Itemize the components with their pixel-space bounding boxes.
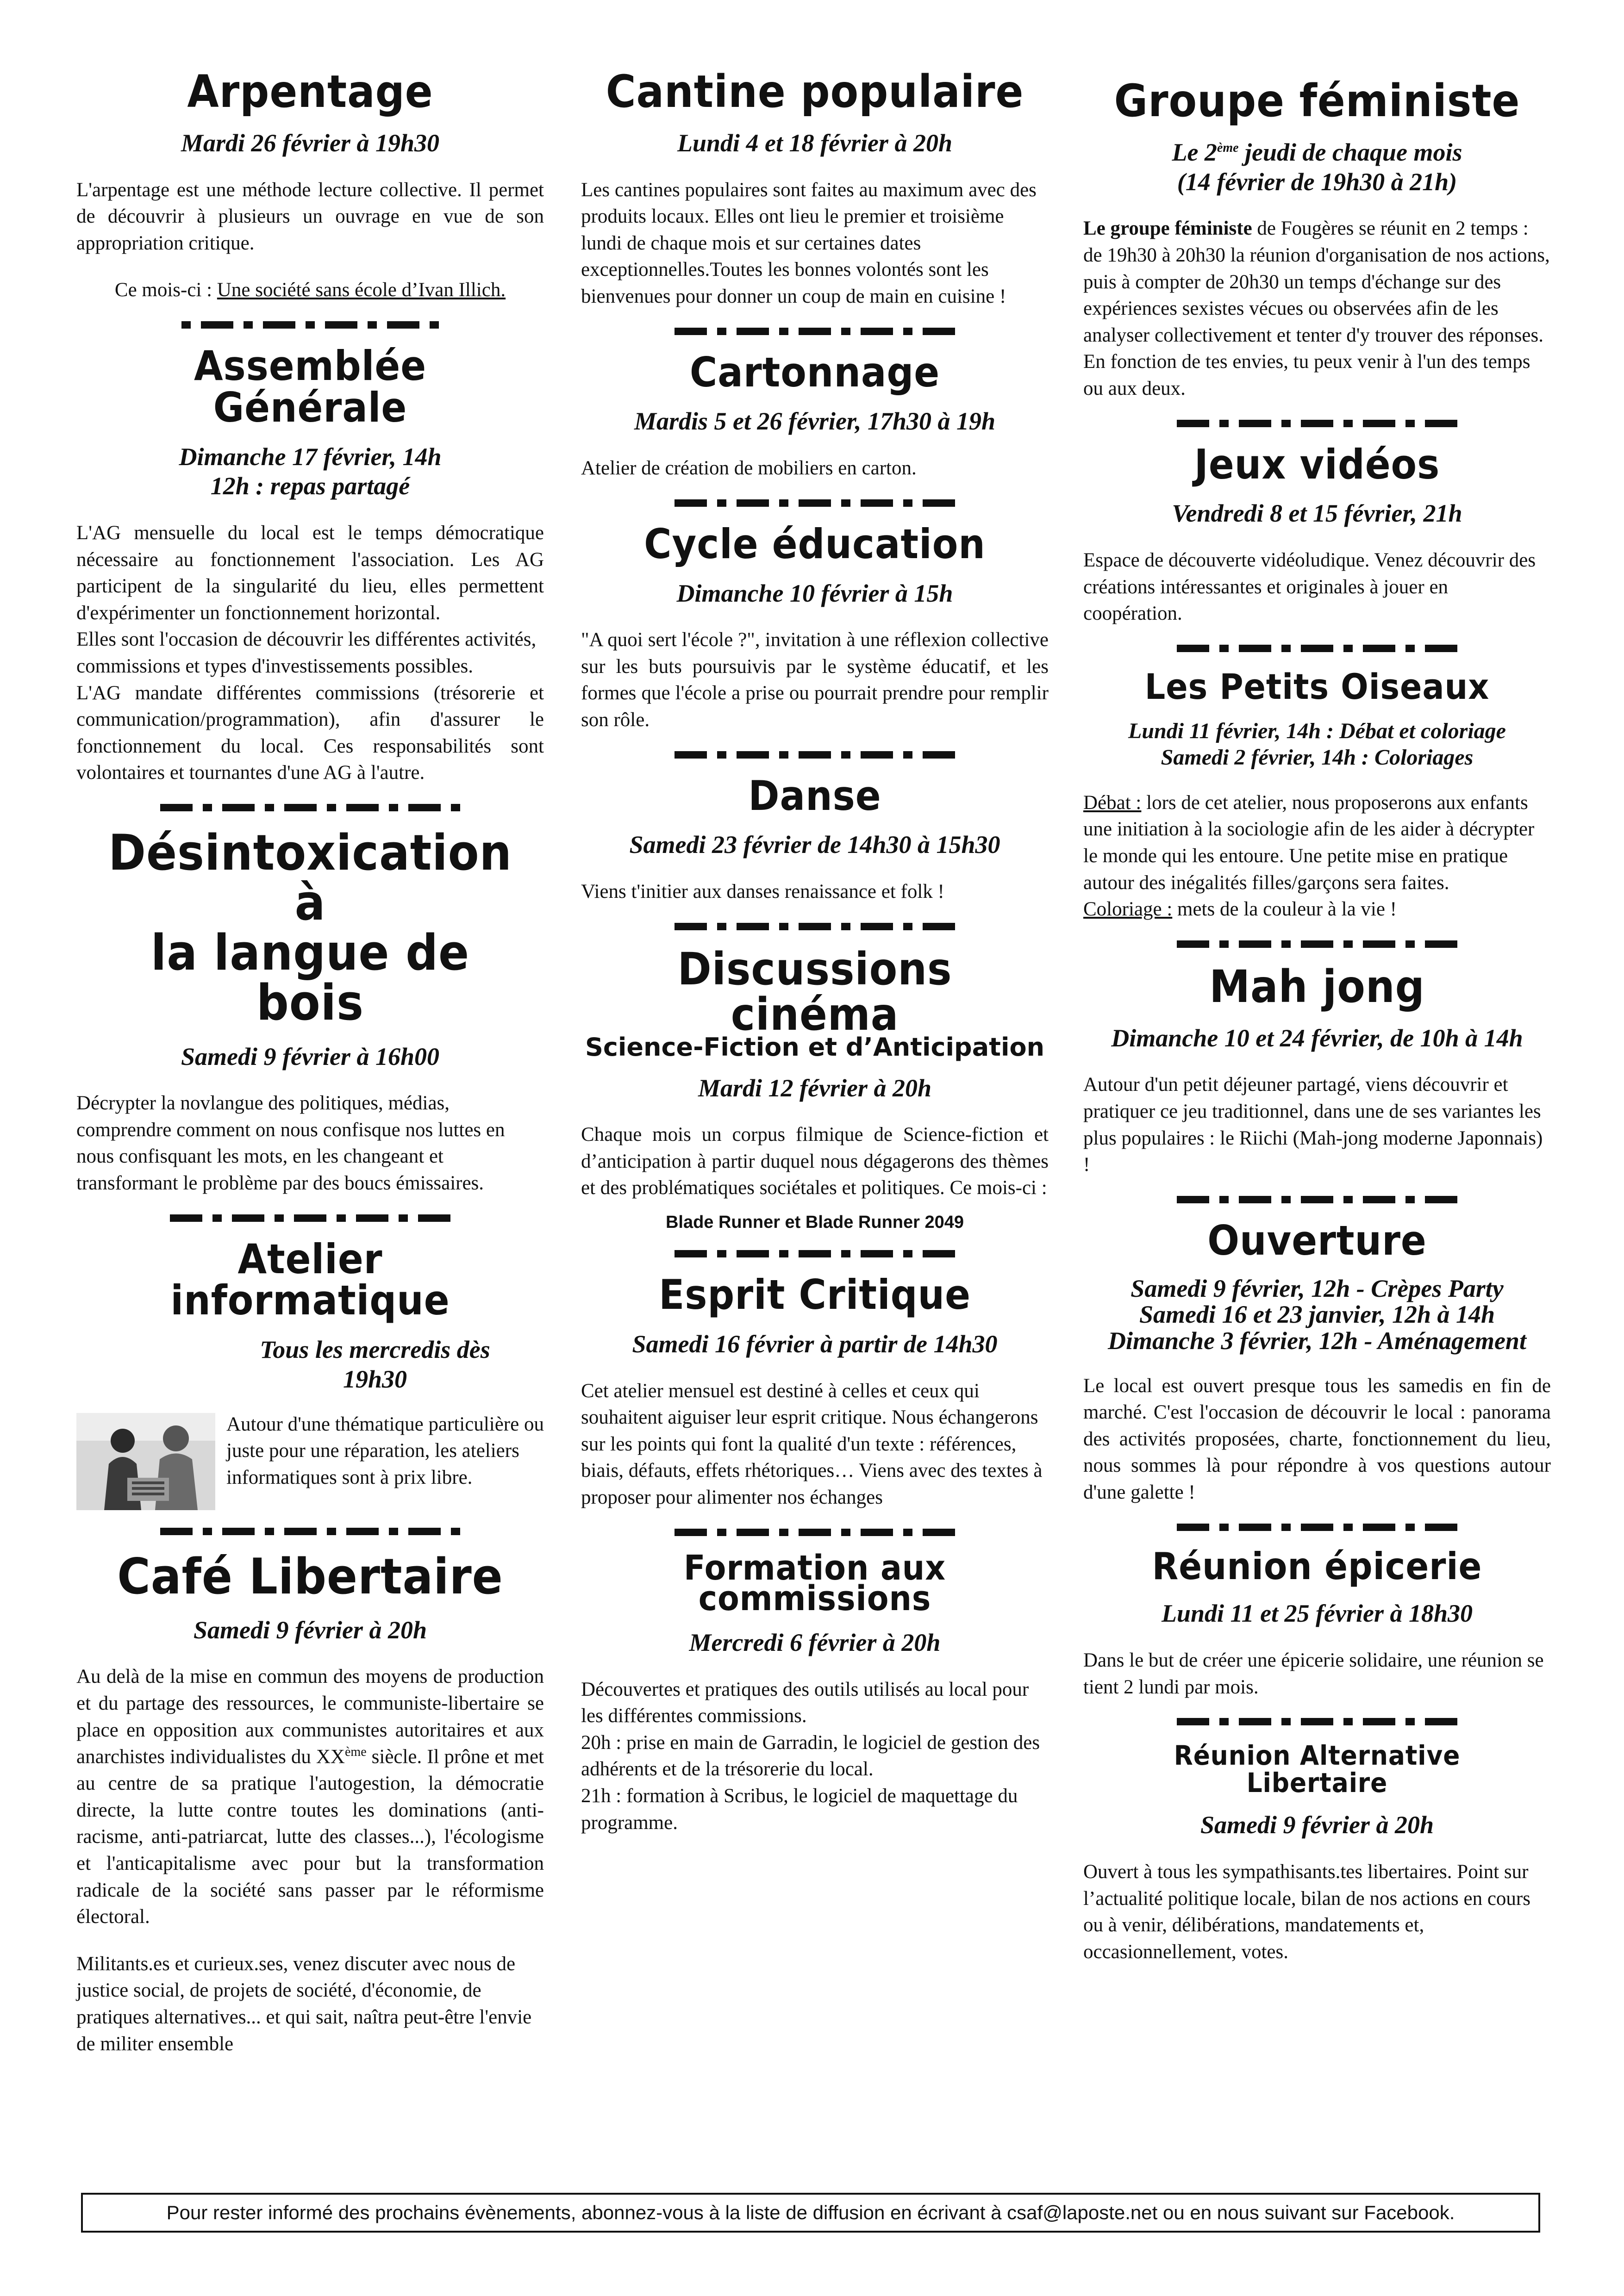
- event-desintoxication: [76, 824, 544, 1197]
- event-date: Mardi 26 février à 19h30: [181, 129, 439, 157]
- event-title: Réunion Alternative Libertaire: [1174, 1740, 1461, 1799]
- film-titles: Blade Runner et Blade Runner 2049: [665, 1213, 964, 1232]
- event-description: L'AG mensuelle du local est le temps démocratique nécessaire au fonctionnement l'association. Les AG participent de la singularité du lieu, elles permettent d'expérimenter un fonctionnement horizontal. Elles sont l'occasion de découvrir les différentes activités, commissions et types d'investissements possibles. L'AG mandate différentes commissions (trésorerie et communication/programmation), afin d'assurer le fonctionnement du local. Ces responsabilités sont volontaires et tournantes d'une AG à l'autre.: [76, 522, 544, 784]
- event-reunion-alternative-libertaire: [1083, 1742, 1551, 1965]
- event-esprit-critique: [581, 1271, 1049, 1511]
- event-cycle-education: [581, 520, 1049, 734]
- event-title: Jeux vidéos: [1194, 440, 1440, 488]
- event-date: Dimanche 10 février à 15h: [676, 579, 953, 607]
- separator: [581, 1529, 1049, 1536]
- event-description-2: Militants.es et curieux.ses, venez discuter avec nous de justice social, de projets de société, d'économie, de pratiques alternatives... et qui sait, naîtra peut-être l'envie de militer ensemble: [76, 1953, 532, 2055]
- computer-workshop-photo: [76, 1413, 215, 1510]
- event-date: Le 2ème jeudi de chaque mois (14 février de 19h30 à 21h): [1172, 138, 1462, 196]
- event-ouverture: [1083, 1216, 1551, 1506]
- event-title: Esprit Critique: [659, 1271, 971, 1319]
- event-date: Samedi 23 février de 14h30 à 15h30: [629, 831, 1000, 859]
- event-atelier-informatique: [76, 1235, 544, 1510]
- event-title: Désintoxication à la langue de bois: [108, 824, 512, 1032]
- event-title: Mah jong: [1209, 960, 1425, 1013]
- event-title: Cycle éducation: [644, 520, 986, 568]
- event-groupe-feministe: [1083, 75, 1551, 402]
- event-formation-commissions: [581, 1548, 1049, 1836]
- column-right: [1083, 69, 1551, 1966]
- separator: [1083, 645, 1551, 652]
- separator: [1083, 420, 1551, 427]
- event-title: Formation aux commissions: [683, 1548, 946, 1619]
- event-date: Vendredi 8 et 15 février, 21h: [1172, 499, 1462, 528]
- separator: [581, 499, 1049, 507]
- event-title: Discussions cinéma: [677, 943, 952, 1040]
- separator: [581, 751, 1049, 759]
- event-description: Le local est ouvert presque tous les samedis en fin de marché. C'est l'occasion de découvrir le local : panorama des activités proposées, charte, fonctionnement du lieu, nous sommes là pour répondre à vos questions autour d'une galette !: [1083, 1375, 1551, 1504]
- separator: [581, 1250, 1049, 1257]
- separator: [1083, 1524, 1551, 1531]
- event-description: Dans le but de créer une épicerie solidaire, une réunion se tient 2 lundi par mois.: [1083, 1649, 1544, 1698]
- separator: [1083, 1196, 1551, 1203]
- column-middle: [581, 66, 1049, 1836]
- footer-notice: [81, 2193, 1540, 2233]
- separator: [76, 1528, 544, 1535]
- event-description: Viens t'initier aux danses renaissance et folk !: [581, 881, 944, 903]
- footer-text: Pour rester informé des prochains évènements, abonnez-vous à la liste de diffusion en écrivant à csaf@laposte.net ou en nous suivant sur Facebook.: [166, 2202, 1455, 2223]
- event-date: Mercredi 6 février à 20h: [689, 1628, 941, 1656]
- event-arpentage: [76, 66, 544, 304]
- separator: [76, 1214, 544, 1222]
- photo-row: [76, 1413, 544, 1510]
- event-description: Au delà de la mise en commun des moyens de production et du partage des ressources, le communiste-libertaire se place en opposition aux communistes autoritaires et aux anarchistes individualistes du XXème siècle. Il prône et met au centre de sa pratique l'autogestion, la démocratie directe, la lutte contre toutes les dominations (anti-racisme, anti-patriarcat, lutte des classes...), l'écologisme et l'anticapitalisme avec pour but la transformation radicale de la société sans passer par le réformisme électoral.: [76, 1666, 544, 1928]
- book-title-link[interactable]: Une société sans école d’Ivan Illich.: [217, 279, 506, 301]
- separator: [76, 321, 544, 329]
- event-title: Ouverture: [1207, 1216, 1427, 1264]
- event-title: Cartonnage: [689, 348, 940, 396]
- event-title: Réunion épicerie: [1152, 1544, 1482, 1588]
- event-title: Arpentage: [187, 66, 433, 118]
- separator: [1083, 1718, 1551, 1725]
- event-date: Lundi 11 février, 14h : Débat et coloriage Samedi 2 février, 14h : Coloriages: [1128, 719, 1506, 770]
- event-description: Le groupe féministe de Fougères se réunit en 2 temps : de 19h30 à 20h30 la réunion d'organisation de nos actions, puis à compter de 20h30 un temps d'échange sur des expériences sexistes vécues ou observées afin de les analyser collectivement et tenter d'y trouver des réponses. En fonction de tes envies, tu peux venir à l'un des temps ou aux deux.: [1083, 218, 1550, 399]
- event-petits-oiseaux: [1083, 666, 1551, 923]
- column-left: [76, 66, 544, 2057]
- separator: [581, 328, 1049, 335]
- event-assemblee-generale: [76, 342, 544, 786]
- event-description: Décrypter la novlangue des politiques, médias, comprendre comment on nous confisque nos luttes en nous confisquant les mots, en les changeant et transformant le problème par des boucs émissaires.: [76, 1092, 505, 1195]
- event-description: Découvertes et pratiques des outils utilisés au local pour les différentes commissions. 20h : prise en main de Garradin, le logiciel de gestion des adhérents et de la trésorerie du local. 21h : formation à Scribus, le logiciel de maquettage du programme.: [581, 1678, 1040, 1834]
- event-title: Café Libertaire: [117, 1548, 503, 1605]
- event-date: Dimanche 10 et 24 février, de 10h à 14h: [1111, 1024, 1523, 1052]
- event-description: Débat : lors de cet atelier, nous proposerons aux enfants une initiation à la sociologie afin de les aider à décrypter le monde qui les entoure. Une petite mise en pratique autour des inégalités filles/garçons sera faites. Coloriage : mets de la couleur à la vie !: [1083, 791, 1535, 921]
- event-description: "A quoi sert l'école ?", invitation à une réflexion collective sur les buts poursuivis par le système éducatif, et les formes que l'école a prise ou pourrait prendre pour remplir son rôle.: [581, 629, 1049, 731]
- event-description: Chaque mois un corpus filmique de Science-fiction et d’anticipation à partir duquel nous dégagerons des thèmes et des problématiques sociétales et politiques. Ce mois-ci :: [581, 1124, 1049, 1199]
- event-extra: Ce mois-ci : Une société sans école d’Ivan Illich.: [114, 279, 506, 301]
- event-discussions-cinema: [581, 943, 1049, 1232]
- event-description: Les cantines populaires sont faites au maximum avec des produits locaux. Elles ont lieu le premier et troisième lundi de chaque mois et sur certaines dates exceptionnelles.Toutes les bonnes volontés sont les bienvenues pour donner un coup de main en cuisine !: [581, 179, 1037, 308]
- event-date: Lundi 11 et 25 février à 18h30: [1162, 1599, 1473, 1628]
- event-description: Autour d'un petit déjeuner partagé, viens découvrir et pratiquer ce jeu traditionnel, dans une de ses variantes les plus populaires : le Riichi (Mah-jong moderne Japonnais) !: [1083, 1074, 1543, 1176]
- event-cartonnage: [581, 348, 1049, 482]
- event-date: Samedi 16 février à partir de 14h30: [632, 1330, 998, 1358]
- event-title: Cantine populaire: [606, 66, 1024, 118]
- event-danse: [581, 772, 1049, 905]
- event-date: Samedi 9 février à 20h: [1200, 1811, 1434, 1839]
- event-date: Tous les mercredis dès 19h30: [260, 1336, 490, 1393]
- event-title: Atelier informatique: [170, 1235, 450, 1325]
- separator: [1083, 940, 1551, 948]
- event-date: Lundi 4 et 18 février à 20h: [677, 129, 952, 157]
- event-mah-jong: [1083, 960, 1551, 1178]
- event-cantine-populaire: [581, 66, 1049, 310]
- separator: [581, 923, 1049, 930]
- event-description: Autour d'une thématique particulière ou juste pour une réparation, les ateliers informatiques sont à prix libre.: [226, 1413, 544, 1488]
- event-subtitle: Science-Fiction et d’Anticipation: [585, 1032, 1045, 1062]
- event-title: Les Petits Oiseaux: [1144, 666, 1490, 707]
- event-title: Assemblée Générale: [194, 342, 427, 431]
- event-date: Dimanche 17 février, 14h 12h : repas partagé: [179, 442, 442, 500]
- event-description: Atelier de création de mobiliers en carton.: [581, 457, 917, 479]
- event-jeux-videos: [1083, 440, 1551, 627]
- event-date: Samedi 9 février à 16h00: [181, 1042, 439, 1070]
- event-description: Espace de découverte vidéoludique. Venez découvrir des créations intéressantes et originales à jouer en coopération.: [1083, 549, 1536, 625]
- event-title: Groupe féministe: [1114, 75, 1520, 127]
- event-date: Samedi 9 février à 20h: [194, 1616, 427, 1644]
- event-description: L'arpentage est une méthode lecture collective. Il permet de découvrir à plusieurs un ouvrage en vue de son appropriation critique.: [76, 179, 544, 254]
- separator: [76, 804, 544, 811]
- event-description: Cet atelier mensuel est destiné à celles et ceux qui souhaitent aiguiser leur esprit critique. Nous échangerons sur les points qui font la qualité d'un texte : références, biais, défauts, effets rhétoriques… Viens avec des textes à proposer pour alimenter nos échanges: [581, 1380, 1043, 1508]
- event-date: Samedi 9 février, 12h - Crèpes Party Samedi 16 et 23 janvier, 12h à 14h Dimanche 3 février, 12h - Aménagement: [1108, 1274, 1526, 1355]
- event-date: Mardis 5 et 26 février, 17h30 à 19h: [634, 407, 996, 436]
- event-cafe-libertaire: [76, 1548, 544, 2058]
- event-title: Danse: [748, 772, 881, 820]
- event-reunion-epicerie: [1083, 1544, 1551, 1701]
- event-date: Mardi 12 février à 20h: [698, 1074, 931, 1102]
- event-description: Ouvert à tous les sympathisants.tes libertaires. Point sur l’actualité politique locale, bilan de nos actions en cours ou à venir, délibérations, mandatements et, occasionnellement, votes.: [1083, 1861, 1530, 1963]
